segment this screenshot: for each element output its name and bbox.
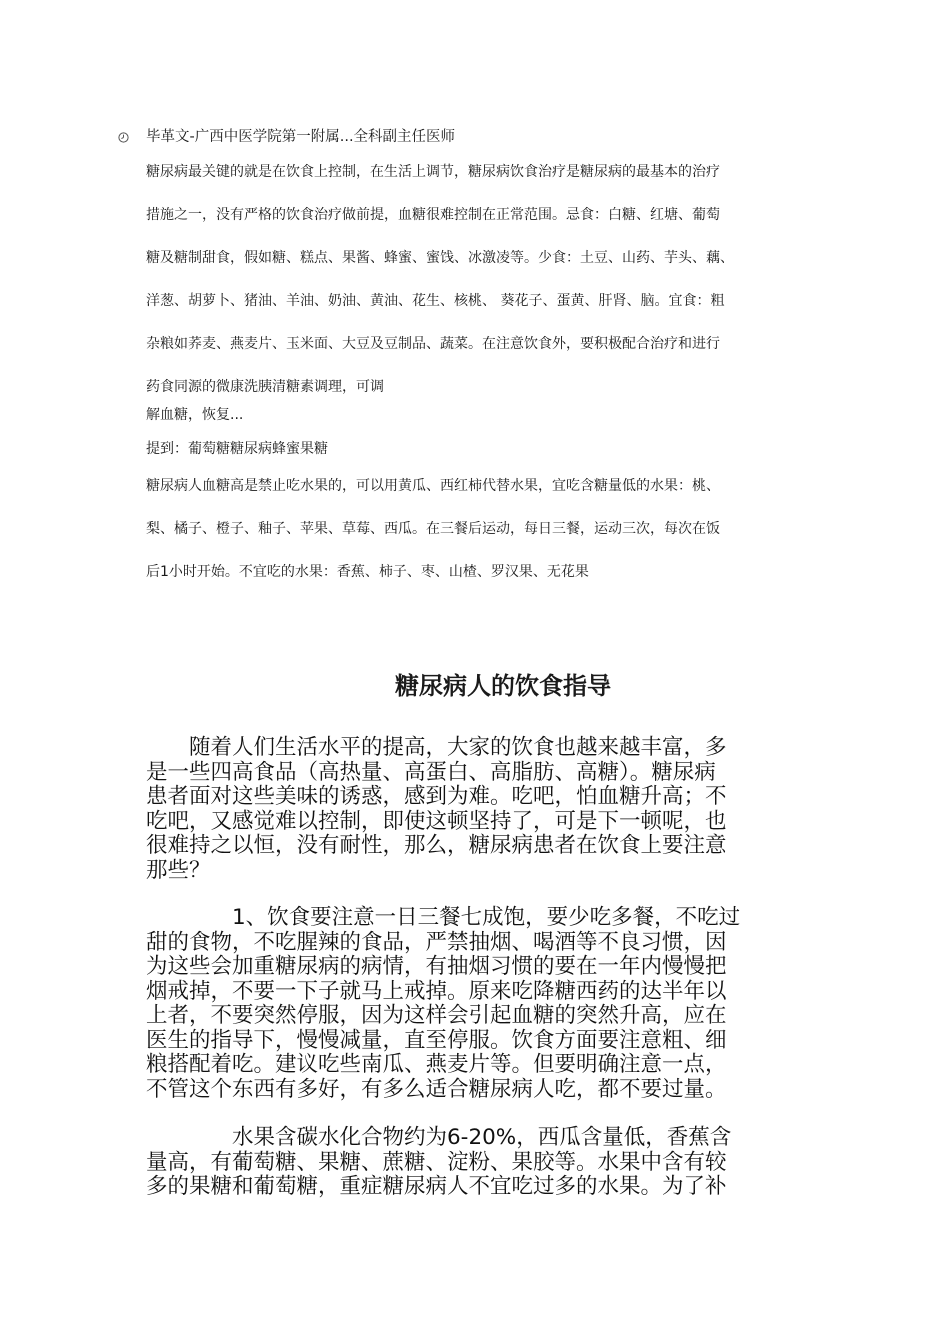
article-title: 糖尿病人的饮食指导 [395, 672, 611, 700]
paragraph-line: 粮搭配着吃。建议吃些南瓜、燕麦片等。但要明确注意一点， [146, 1052, 727, 1077]
answer-line: 解血糖，恢复... [146, 407, 244, 423]
paragraph-line: 随着人们生活水平的提高，大家的饮食也越来越丰富，多 [146, 735, 727, 760]
author-line [118, 128, 455, 146]
fruit-line: 梨、橘子、橙子、釉子、苹果、草莓、西瓜。在三餐后运动，每日三餐，运动三次，每次在饭 [146, 521, 720, 537]
author-text: 毕革文-广西中医学院第一附属...全科副主任医师 [146, 129, 456, 145]
paragraph-line: 患者面对这些美味的诱惑，感到为难。吃吧，怕血糖升高；不 [146, 784, 727, 809]
paragraph-line: 很难持之以恒，没有耐性，那么，糖尿病患者在饮食上要注意 [146, 833, 727, 858]
paragraph-line: 医生的指导下，慢慢减量，直至停服。饮食方面要注意粗、细 [146, 1027, 727, 1053]
paragraph-line: 烟戒掉，不要一下子就马上戒掉。原来吃降糖西药的达半年以 [146, 978, 727, 1004]
paragraph-line: 不管这个东西有多好，有多么适合糖尿病人吃，都不要过量。 [146, 1076, 727, 1102]
clock-icon [118, 132, 129, 143]
fruit-snippet [146, 474, 816, 603]
paragraph-line: 水果含碳水化合物约为6-20%，西瓜含量低，香蕉含 [146, 1125, 732, 1150]
paragraph-line: 1、饮食要注意一日三餐七成饱，要少吃多餐，不吃过 [146, 905, 741, 930]
fruit-line: 糖尿病人血糖高是禁止吃水果的，可以用黄瓜、西红柿代替水果，宜吃含糖量低的水果：桃、 [146, 478, 720, 494]
paragraph-line: 是一些四高食品（高热量、高蛋白、高脂肪、高糖）。糖尿病 [146, 759, 716, 785]
answer-snippet [146, 160, 816, 431]
mentions-line: 提到：葡萄糖糖尿病蜂蜜果糖 [146, 441, 328, 457]
article-paragraph [146, 736, 846, 883]
paragraph-line: 为这些会加重糖尿病的病情，有抽烟习惯的要在一年内慢慢把 [146, 954, 727, 979]
paragraph-line: 上者，不要突然停服，因为这样会引起血糖的突然升高，应在 [146, 1003, 727, 1028]
answer-line: 糖尿病最关键的就是在饮食上控制，在生活上调节，糖尿病饮食治疗是糖尿病的最基本的治疗 [146, 164, 720, 180]
article-paragraph [146, 1126, 846, 1200]
answer-line: 洋葱、胡萝卜、猪油、羊油、奶油、黄油、花生、核桃、 葵花子、蛋黄、肝肾、脑。宜食：粗 [146, 293, 725, 309]
answer-line: 药食同源的微康洗胰清糖素调理，可调 [146, 379, 384, 395]
paragraph-line: 那些？ [146, 857, 211, 883]
answer-line: 糖及糖制甜食，假如糖、糕点、果酱、蜂蜜、蜜饯、冰激凌等。少食：土豆、山药、芋头、藕、 [146, 250, 734, 266]
answer-line: 杂粮如荞麦、燕麦片、玉米面、大豆及豆制品、蔬菜。在注意饮食外，要积极配合治疗和进行 [146, 336, 720, 352]
paragraph-line: 量高，有葡萄糖、果糖、蔗糖、淀粉、果胶等。水果中含有较 [146, 1149, 727, 1175]
paragraph-line: 吃吧，又感觉难以控制，即使这顿坚持了，可是下一顿呢，也 [146, 808, 727, 834]
paragraph-line: 多的果糖和葡萄糖，重症糖尿病人不宜吃过多的水果。为了补 [146, 1174, 727, 1199]
article-paragraph [146, 906, 846, 1102]
answer-line: 措施之一，没有严格的饮食治疗做前提，血糖很难控制在正常范围。忌食：白糖、红塘、葡萄 [146, 207, 720, 223]
paragraph-line: 甜的食物，不吃腥辣的食品，严禁抽烟、喝酒等不良习惯，因 [146, 929, 727, 955]
fruit-line: 后1小时开始。不宜吃的水果：香蕉、柿子、枣、山楂、罗汉果、无花果 [146, 564, 589, 580]
